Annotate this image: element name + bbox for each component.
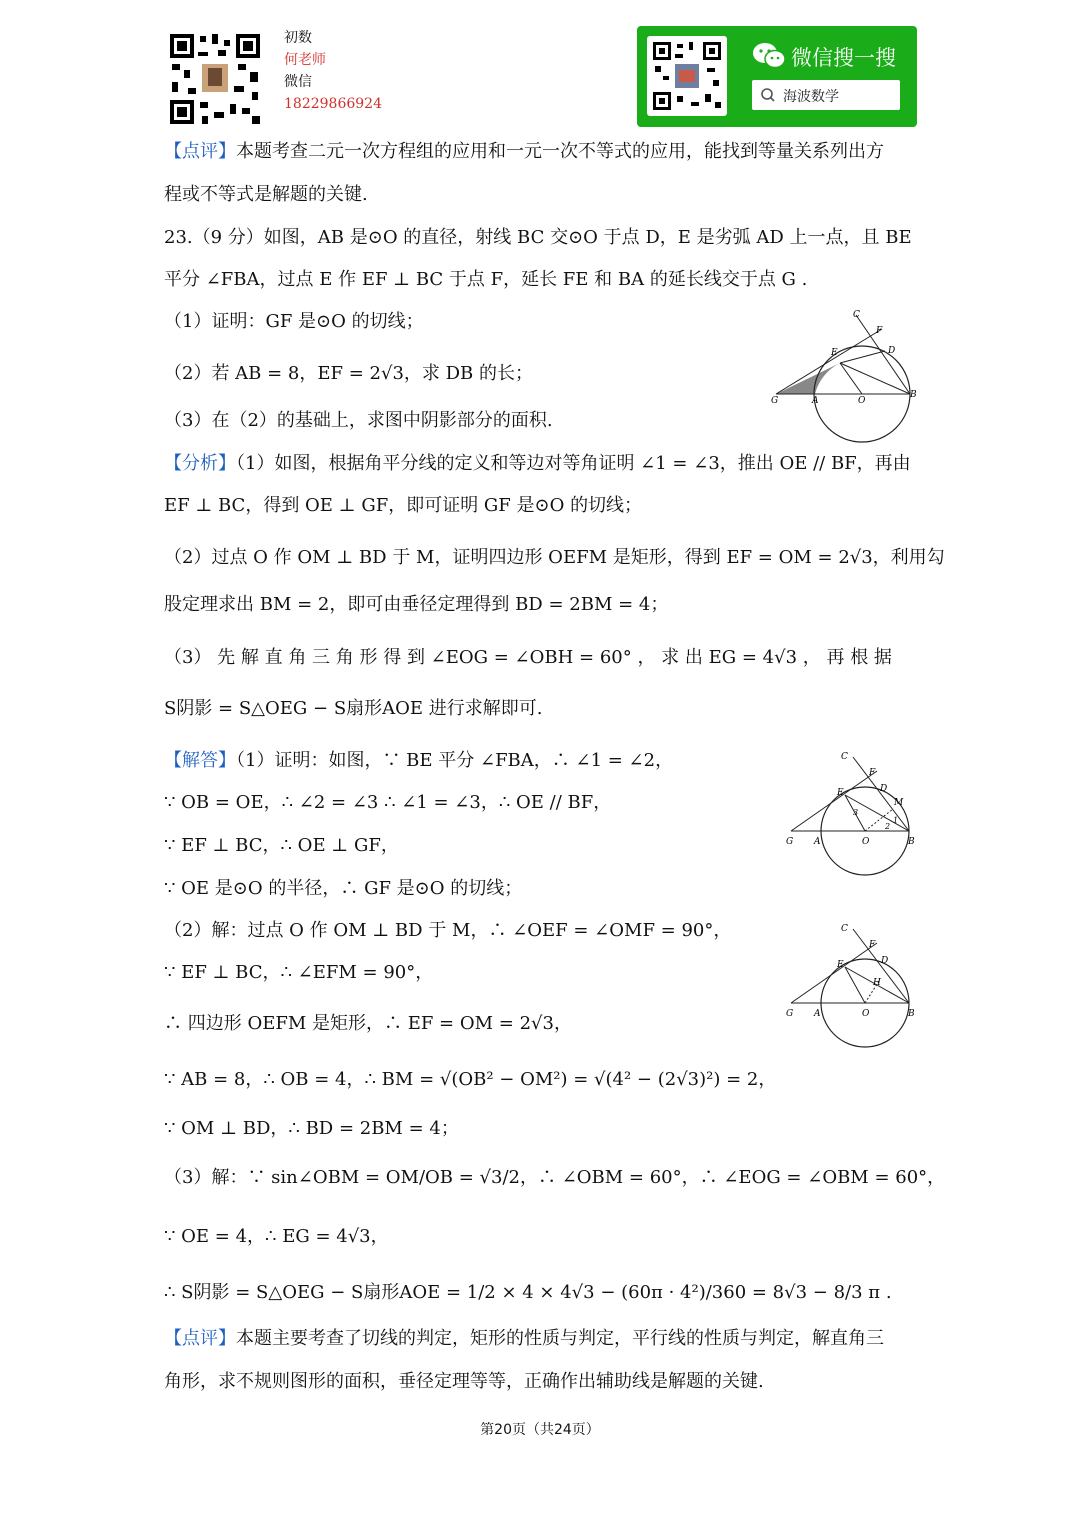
fig2-label: 3 bbox=[853, 808, 859, 817]
fig2-label: A bbox=[814, 837, 821, 847]
text-line bbox=[164, 749, 673, 773]
line-text: （2）若 AB = 8，EF = 2√3，求 DB 的长； bbox=[164, 363, 534, 384]
fig3-label: F bbox=[869, 940, 876, 950]
search-icon bbox=[760, 87, 776, 103]
fig3-label: A bbox=[814, 1009, 821, 1019]
line-text: S阴影 = S△OEG − S扇形AOE 进行求解即可. bbox=[164, 698, 543, 719]
figure-1 bbox=[768, 305, 923, 445]
contact-line: 初数 bbox=[284, 30, 312, 46]
line-text: 股定理求出 BM = 2，即可由垂径定理得到 BD = 2BM = 4； bbox=[164, 594, 669, 615]
text-line bbox=[164, 877, 522, 901]
fig1-label: E bbox=[831, 348, 838, 358]
line-text: ∵ OE 是⊙O 的半径，∴ GF 是⊙O 的切线； bbox=[164, 878, 523, 899]
line-text: （3） 先 解 直 角 三 角 形 得 到 ∠EOG = ∠OBH = 60° ， 求 出 EG = 4√3 ， 再 根 据 bbox=[164, 647, 892, 668]
line-text: 本题主要考查了切线的判定，矩形的性质与判定，平行线的性质与判定，解直角三 bbox=[236, 1328, 884, 1349]
qr-code-icon bbox=[647, 36, 727, 116]
text-line bbox=[164, 1281, 892, 1305]
text-line bbox=[164, 1012, 572, 1036]
qr-code-left bbox=[168, 32, 262, 126]
fig2-label: E bbox=[837, 788, 844, 798]
text-line bbox=[164, 183, 368, 207]
fig2-label: G bbox=[786, 837, 794, 847]
fig3-label: O bbox=[862, 1009, 870, 1019]
text-line bbox=[164, 593, 668, 617]
fig2-label: D bbox=[880, 784, 888, 794]
line-text: ∵ AB = 8，∴ OB = 4，∴ BM = √(OB² − OM²) = √(4² − (2√3)²) = 2， bbox=[164, 1069, 777, 1090]
fig3-label: B bbox=[908, 1009, 915, 1019]
fig2-label: C bbox=[841, 752, 848, 762]
line-text: （1）证明：如图，∵ BE 平分 ∠FBA，∴ ∠1 = ∠2， bbox=[236, 750, 674, 771]
text-line bbox=[164, 1117, 459, 1141]
fig2-label: O bbox=[862, 837, 870, 847]
figure-3 bbox=[783, 917, 928, 1052]
page-number: 第20页（共24页） bbox=[480, 1422, 600, 1438]
wechat-search-title: 微信搜一搜 bbox=[791, 46, 896, 70]
contact-info bbox=[284, 27, 382, 115]
qr-code-icon bbox=[168, 32, 262, 126]
wechat-logo-icon bbox=[751, 40, 787, 72]
search-query: 海波数学 bbox=[783, 89, 839, 105]
fig1-label: A bbox=[812, 396, 819, 406]
fig1-label: F bbox=[876, 326, 883, 336]
line-text: 本题考查二元一次方程组的应用和一元一次不等式的应用，能找到等量关系列出方 bbox=[236, 141, 884, 162]
line-text: ∴ S阴影 = S△OEG − S扇形AOE = 1/2 × 4 × 4√3 − (60π · 4²)/360 = 8√3 − 8/3 π . bbox=[164, 1282, 892, 1303]
text-line bbox=[164, 452, 911, 476]
wechat-search-banner[interactable] bbox=[637, 26, 917, 127]
line-text: （2）过点 O 作 OM ⊥ BD 于 M，证明四边形 OEFM 是矩形，得到 EF = OM = 2√3，利用勾 bbox=[164, 547, 945, 568]
text-line bbox=[164, 961, 433, 985]
text-line bbox=[164, 140, 884, 164]
section-tag: 【点评】 bbox=[164, 141, 236, 162]
fig3-label: E bbox=[837, 960, 844, 970]
line-text: （1）如图，根据角平分线的定义和等边对等角证明 ∠1 = ∠3，推出 OE // BF，再由 bbox=[236, 453, 911, 474]
text-line bbox=[164, 834, 399, 858]
fig2-label: 1 bbox=[893, 816, 899, 825]
fig1-label: G bbox=[771, 396, 779, 406]
text-line bbox=[164, 409, 553, 433]
text-line bbox=[164, 546, 945, 570]
line-text: 23.（9 分）如图，AB 是⊙O 的直径，射线 BC 交⊙O 于点 D，E 是劣弧 AD 上一点，且 BE bbox=[164, 227, 912, 248]
text-line bbox=[164, 494, 642, 518]
wechat-search-box[interactable] bbox=[752, 80, 900, 110]
fig2-label: B bbox=[908, 837, 915, 847]
line-text: ∵ EF ⊥ BC，∴ ∠EFM = 90°， bbox=[164, 962, 434, 983]
text-line bbox=[164, 362, 533, 386]
fig1-label: B bbox=[910, 390, 917, 400]
section-tag: 【分析】 bbox=[164, 453, 236, 474]
fig3-label: G bbox=[786, 1009, 794, 1019]
text-line bbox=[164, 1370, 764, 1394]
section-tag: 【点评】 bbox=[164, 1328, 236, 1349]
fig1-label: O bbox=[858, 396, 866, 406]
line-text: ∵ EF ⊥ BC，∴ OE ⊥ GF， bbox=[164, 835, 399, 856]
line-text: ∵ OE = 4，∴ EG = 4√3， bbox=[164, 1226, 389, 1247]
line-text: ∴ 四边形 OEFM 是矩形，∴ EF = OM = 2√3， bbox=[164, 1013, 572, 1034]
fig3-label: H bbox=[873, 978, 881, 988]
contact-line: 微信 bbox=[284, 74, 312, 90]
text-line bbox=[164, 919, 731, 943]
line-text: ∵ OM ⊥ BD，∴ BD = 2BM = 4； bbox=[164, 1118, 459, 1139]
fig2-label: 2 bbox=[885, 822, 891, 831]
text-line bbox=[164, 1166, 945, 1190]
text-line bbox=[164, 1068, 776, 1092]
text-line bbox=[164, 1327, 884, 1351]
section-tag: 【解答】 bbox=[164, 750, 236, 771]
text-line bbox=[164, 226, 912, 250]
fig3-label: D bbox=[881, 956, 889, 966]
fig1-label: D bbox=[888, 346, 896, 356]
text-line bbox=[164, 268, 807, 292]
line-text: （3）在（2）的基础上，求图中阴影部分的面积. bbox=[164, 410, 553, 431]
fig2-label: F bbox=[869, 768, 876, 778]
line-text: 平分 ∠FBA，过点 E 作 EF ⊥ BC 于点 F，延长 FE 和 BA 的延长线交于点 G . bbox=[164, 269, 808, 290]
line-text: 角形，求不规则图形的面积，垂径定理等等，正确作出辅助线是解题的关键. bbox=[164, 1371, 764, 1392]
line-text: ∵ OB = OE，∴ ∠2 = ∠3 ∴ ∠1 = ∠3，∴ OE // BF， bbox=[164, 792, 612, 813]
figure-2 bbox=[783, 745, 928, 880]
fig3-label: C bbox=[841, 924, 848, 934]
contact-line: 何老师 bbox=[284, 52, 326, 68]
line-text: （3）解：∵ sin∠OBM = OM/OB = √3/2，∴ ∠OBM = 60°，∴ ∠EOG = ∠OBM = 60°， bbox=[164, 1167, 946, 1188]
text-line bbox=[164, 310, 424, 334]
fig1-label: C bbox=[853, 310, 860, 320]
text-line bbox=[164, 1225, 389, 1249]
text-line bbox=[164, 646, 892, 670]
qr-code-right bbox=[647, 36, 727, 116]
line-text: （2）解：过点 O 作 OM ⊥ BD 于 M，∴ ∠OEF = ∠OMF = 90°， bbox=[164, 920, 732, 941]
line-text: EF ⊥ BC，得到 OE ⊥ GF，即可证明 GF 是⊙O 的切线； bbox=[164, 495, 643, 516]
contact-phone: 18229866924 bbox=[284, 96, 382, 112]
text-line bbox=[164, 697, 543, 721]
text-line bbox=[164, 791, 611, 815]
fig2-label: M bbox=[894, 798, 904, 808]
line-text: （1）证明：GF 是⊙O 的切线； bbox=[164, 311, 424, 332]
line-text: 程或不等式是解题的关键. bbox=[164, 184, 368, 205]
